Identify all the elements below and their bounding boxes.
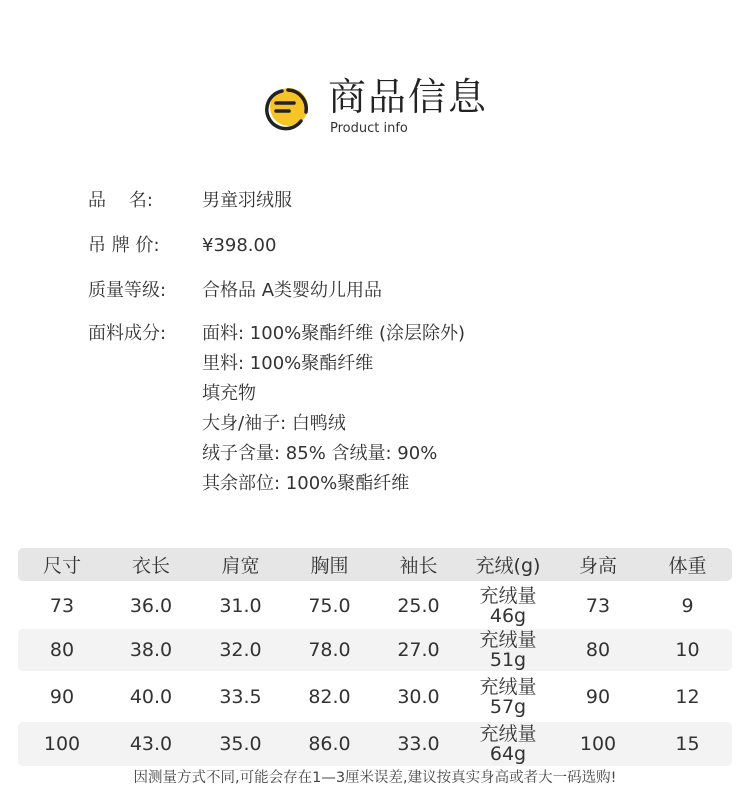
cell-length: 36.0 (129, 595, 173, 617)
cell-sleeve: 33.0 (397, 733, 440, 755)
document-lines-icon (262, 86, 312, 132)
cell-chest: 82.0 (308, 686, 351, 708)
table-row (18, 583, 732, 629)
fabric-line: 里料: 100%聚酯纤维 (202, 353, 374, 374)
info-value: 男童羽绒服 (202, 190, 292, 211)
fill-amount: 46g (489, 605, 527, 627)
fabric-line: 填充物 (202, 383, 256, 404)
cell-fill (463, 630, 553, 670)
column-header: 袖长 (399, 555, 438, 577)
cell-height: 73 (585, 595, 611, 617)
cell-height: 100 (579, 733, 617, 755)
fabric-line: 其余部位: 100%聚酯纤维 (202, 473, 410, 494)
cell-weight: 12 (675, 686, 700, 708)
fill-prefix: 充绒量 (479, 723, 537, 745)
info-row-price (88, 231, 276, 261)
cell-height: 80 (585, 639, 611, 661)
fill-amount: 57g (489, 696, 527, 718)
cell-chest: 86.0 (308, 733, 351, 755)
fabric-line: 大身/袖子: 白鸭绒 (202, 413, 346, 434)
fabric-line: 绒子含量: 85% 含绒量: 90% (202, 443, 438, 464)
info-row-grade (88, 276, 382, 306)
column-header: 身高 (578, 555, 617, 577)
column-header: 尺寸 (42, 555, 81, 577)
info-value: ¥398.00 (202, 235, 277, 256)
fill-amount: 64g (489, 743, 527, 765)
size-table (18, 548, 732, 766)
column-header: 肩宽 (221, 555, 260, 577)
column-header: 衣长 (131, 555, 170, 577)
info-value: 合格品 A类婴幼儿用品 (202, 280, 383, 301)
info-row-fabric (88, 319, 465, 499)
cell-shoulder: 31.0 (219, 595, 262, 617)
table-row (18, 722, 732, 766)
measurement-note: 因测量方式不同,可能会存在1—3厘米误差,建议按真实身高或者大一码选购! (133, 770, 617, 786)
fill-prefix: 充绒量 (479, 629, 537, 651)
column-header: 充绒(g) (475, 555, 541, 577)
cell-shoulder: 33.5 (219, 686, 262, 708)
cell-shoulder: 32.0 (219, 639, 262, 661)
cell-weight: 10 (675, 639, 700, 661)
column-header: 胸围 (310, 555, 349, 577)
cell-weight: 15 (675, 733, 700, 755)
section-header (262, 74, 502, 144)
column-header: 体重 (668, 555, 707, 577)
cell-length: 40.0 (129, 686, 173, 708)
cell-size: 80 (49, 639, 75, 661)
fabric-line: 面料: 100%聚酯纤维 (涂层除外) (202, 323, 466, 344)
table-row (18, 674, 732, 720)
cell-size: 73 (49, 595, 75, 617)
cell-sleeve: 30.0 (397, 686, 440, 708)
fill-amount: 51g (489, 649, 527, 671)
table-row (18, 629, 732, 671)
cell-length: 43.0 (129, 733, 173, 755)
info-label: 面料成分: (88, 323, 167, 344)
cell-weight: 9 (681, 595, 694, 617)
info-label: 品 名: (88, 190, 153, 211)
cell-fill (463, 586, 553, 626)
table-header (18, 548, 732, 581)
cell-sleeve: 25.0 (397, 595, 440, 617)
info-label: 吊 牌 价: (88, 235, 160, 256)
cell-size: 90 (49, 686, 75, 708)
cell-chest: 75.0 (308, 595, 351, 617)
cell-chest: 78.0 (308, 639, 351, 661)
info-row-name (88, 186, 292, 216)
info-label: 质量等级: (88, 280, 167, 301)
page-title: 商品信息 (328, 75, 489, 119)
cell-sleeve: 27.0 (397, 639, 440, 661)
cell-length: 38.0 (129, 639, 173, 661)
cell-shoulder: 35.0 (219, 733, 262, 755)
cell-height: 90 (585, 686, 611, 708)
cell-fill (463, 677, 553, 717)
cell-fill (463, 724, 553, 764)
fabric-composition (202, 319, 465, 499)
fill-prefix: 充绒量 (479, 585, 537, 607)
fill-prefix: 充绒量 (479, 676, 537, 698)
cell-size: 100 (43, 733, 81, 755)
page-subtitle: Product info (330, 121, 408, 136)
